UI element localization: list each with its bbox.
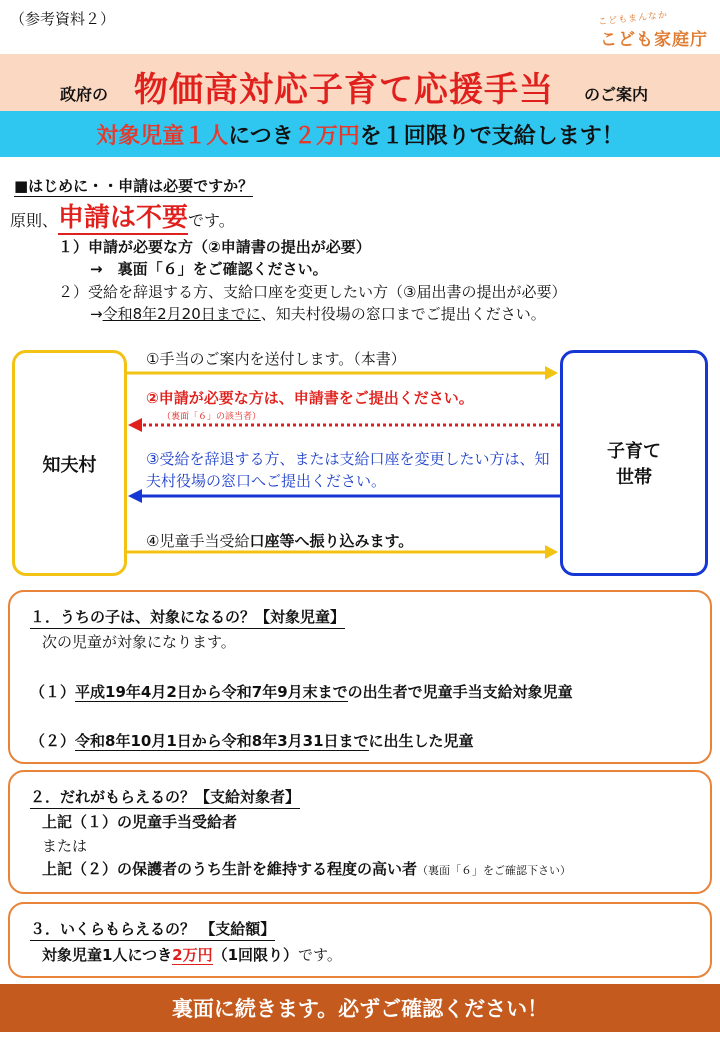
intro-heading-text: ■はじめに・・申請は必要ですか？ (14, 177, 254, 195)
section1-item-a-post: の出生者で児童手当支給対象児童 (347, 683, 573, 701)
section2-item-a: 上記（１）の児童手当受給者 (42, 813, 238, 831)
flow-step-2-note: （裏面「６」の該当者） (162, 412, 262, 422)
household-label-line2: 世帯 (616, 467, 652, 488)
footer-text: 裏面に続きます。必ずご確認ください！ (171, 997, 549, 1021)
section2-item-b-note: （裏面「６」をご確認下さい） (417, 864, 572, 877)
flow-step-3: ③受給を辞退する方、または支給口座を変更したい方は、知夫村役場の窓口へご提出ください。 (146, 450, 550, 490)
section2-heading-text: ２．だれがもらえるの？【支給対象者】 (30, 786, 300, 809)
section3-text-pre: 対象児童1人につき (42, 946, 173, 964)
no-application-needed: 申請は不要 (58, 203, 189, 233)
flow-step-4-pre: ④児童手当受給 (146, 532, 250, 550)
title-prefix: 政府の (60, 85, 109, 104)
flow-step-4 (146, 530, 413, 551)
section1-heading (30, 606, 345, 629)
section1-item-b-period: 令和8年10月1日から令和8年3月31日まで (75, 732, 369, 750)
reference-label: （参考資料２） (10, 10, 116, 28)
section1-item-b-pre: （２） (30, 732, 76, 750)
page-title: 物価高対応子育て応援手当 (134, 70, 554, 110)
flow-step-2: ②申請が必要な方は、申請書をご提出ください。 (146, 389, 474, 407)
section2-or: または (42, 837, 88, 855)
section3-heading-text: ３．いくらもらえるの？ 【支給額】 (30, 918, 275, 941)
deadline-date: 令和8年2月20日までに (102, 305, 261, 323)
section1-item-b (30, 730, 474, 751)
intro-item-2: ２）受給を辞退する方、支給口座を変更したい方（③届出書の提出が必要） (58, 283, 567, 301)
section1-item-a (30, 681, 573, 702)
section1-heading-text: １．うちの子は、対象になるの？【対象児童】 (30, 606, 345, 629)
section1-item-a-pre: （１） (30, 683, 76, 701)
logo-name: こども家庭庁 (600, 30, 708, 50)
section1-intro: 次の児童が対象になります。 (42, 633, 236, 651)
section2-item-b-text: 上記（２）の保護者のうち生計を維持する程度の高い者 (42, 860, 418, 878)
section3-heading (30, 918, 275, 941)
section3-text-post: です。 (298, 946, 342, 964)
subtitle-part1: 対象児童 (96, 124, 185, 149)
section1-item-b-post: に出生した児童 (368, 732, 474, 750)
footer-band (0, 984, 720, 1032)
intro-item-1-arrow: → 裏面「６」をご確認ください。 (90, 260, 328, 278)
section1-item-a-period: 平成19年4月2日から令和7年9月末まで (75, 683, 348, 701)
section3-amount: 2万円 (172, 946, 213, 964)
title-suffix: のご案内 (584, 85, 649, 104)
flow-step-1: ①手当のご案内を送付します。（本書） (146, 350, 406, 368)
intro-line-pre: 原則、 (10, 211, 59, 230)
subtitle-part4: ２万円 (293, 124, 360, 149)
subtitle-part2: １人 (184, 124, 229, 149)
section3-text (42, 944, 342, 965)
village-label: 知夫村 (42, 455, 97, 476)
household-label-line1: 子育て (607, 441, 661, 462)
subtitle-part3: につき (228, 124, 294, 149)
intro-item-1: １）申請が必要な方（②申請書の提出が必要） (58, 238, 371, 256)
intro-item-2-arrow-post: 、知夫村役場の窓口までご提出ください。 (260, 305, 546, 323)
subtitle-part5: を１回限りで支給します！ (359, 124, 624, 149)
flow-step-4-bold: 口座等へ振り込みます。 (249, 532, 414, 550)
logo-tagline: こどもまんなか (597, 10, 669, 28)
intro-item-2-arrow-pre: → (90, 305, 103, 323)
section2-heading (30, 786, 300, 809)
intro-line-post: です。 (188, 211, 235, 230)
section2-item-b (42, 858, 571, 879)
section3-text-mid: （1回限り） (212, 946, 299, 964)
